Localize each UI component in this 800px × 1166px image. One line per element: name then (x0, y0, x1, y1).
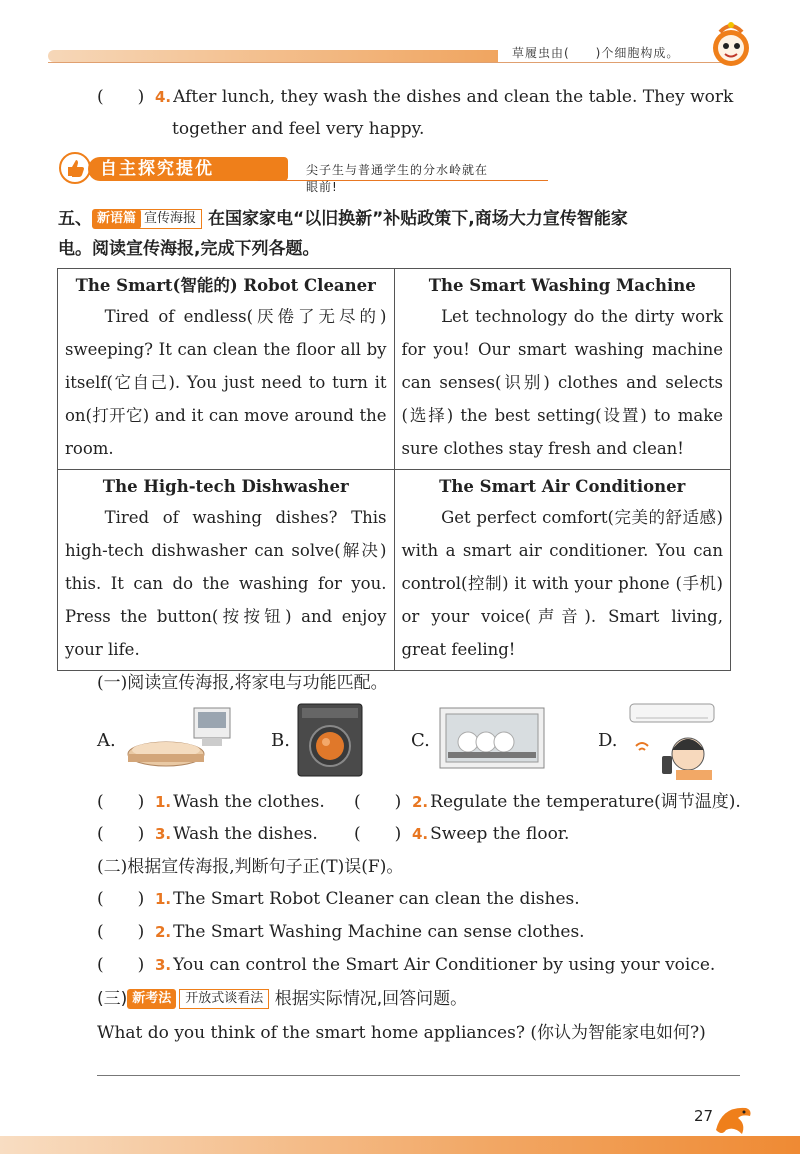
part1-item (97, 823, 318, 845)
prev-item-line2: together and feel very happy. (172, 119, 425, 139)
item-number: 4. (412, 825, 429, 843)
air-conditioner-image (626, 702, 718, 780)
section-banner (58, 155, 493, 194)
part1-item (97, 791, 325, 813)
answer-line[interactable] (97, 1075, 740, 1076)
robot-cleaner-image (126, 706, 236, 770)
item-number: 3. (155, 825, 172, 843)
tag-open-opinion: 开放式谈看法 (179, 989, 269, 1009)
item-number: 2. (155, 923, 172, 941)
poster-row (58, 269, 731, 470)
part3-prefix: (三) (97, 989, 128, 1009)
washing-machine-image (296, 702, 364, 778)
part1-item (354, 823, 569, 845)
answer-paren[interactable]: ( ) (97, 87, 145, 107)
part2-heading: (二)根据宣传海报,判断句子正(T)误(F)。 (97, 857, 404, 877)
poster-title: The Smart Washing Machine (428, 276, 696, 295)
banner-title: 自主探究提优 (88, 157, 288, 181)
poster-row (58, 470, 731, 671)
part1-item (354, 791, 741, 813)
tag-poster: 宣传海报 (138, 209, 202, 229)
part1-heading: (一)阅读宣传海报,将家电与功能匹配。 (97, 673, 388, 693)
banner-subtitle: 尖子生与普通学生的分水岭就在眼前! (306, 163, 489, 194)
part2-item (97, 921, 585, 943)
item-text: Wash the dishes. (173, 824, 318, 844)
item-text: You can control the Smart Air Conditioner by using your voice. (173, 955, 716, 975)
part3-question: What do you think of the smart home appliances? (你认为智能家电如何?) (97, 1023, 706, 1043)
item-text: Regulate the temperature(调节温度). (430, 792, 741, 812)
poster-body: Tired of washing dishes? This high-tech dishwasher can solve(解决) this. It can do the washing for you. Press the button(按按钮) and enjoy your life. (65, 508, 387, 659)
thumbs-up-icon (58, 151, 92, 185)
dishwasher-image (438, 706, 548, 772)
item-text: Wash the clothes. (173, 792, 325, 812)
header-band (48, 50, 498, 62)
answer-paren[interactable]: ( ) (354, 792, 402, 812)
poster-cell-washing-machine (394, 269, 731, 470)
item-number: 4. (155, 88, 172, 106)
item-number: 1. (155, 890, 172, 908)
part3-heading: 根据实际情况,回答问题。 (274, 989, 468, 1009)
part2-item (97, 888, 580, 910)
question-heading (58, 204, 748, 264)
answer-paren[interactable]: ( ) (97, 922, 145, 942)
option-c-label: C. (411, 730, 430, 751)
poster-cell-dishwasher (58, 470, 395, 671)
poster-cell-robot-cleaner (58, 269, 395, 470)
part2-item (97, 954, 715, 976)
poster-cell-air-conditioner (394, 470, 731, 671)
answer-paren[interactable]: ( ) (97, 955, 145, 975)
question-prefix: 五、 (58, 209, 92, 229)
poster-table (57, 268, 731, 671)
item-number: 1. (155, 793, 172, 811)
poster-title: The Smart(智能的) Robot Cleaner (75, 276, 376, 295)
poster-body: Let technology do the dirty work for you! Our smart washing machine can senses(识别) clothes and selects (选择) the best setting(设置) to make sure clothes stay fresh and clean! (401, 307, 723, 458)
answer-paren[interactable]: ( ) (354, 824, 402, 844)
item-text: The Smart Washing Machine can sense clothes. (173, 922, 585, 942)
item-number: 3. (155, 956, 172, 974)
page-number: 27 (694, 1107, 714, 1125)
question-text-1: 在国家家电“以旧换新”补贴政策下,商场大力宣传智能家 (207, 209, 628, 229)
answer-paren[interactable]: ( ) (97, 824, 145, 844)
part3-heading-row (97, 988, 467, 1010)
tag-new-method: 新考法 (127, 989, 176, 1009)
option-a-label: A. (97, 730, 116, 751)
footer-band (0, 1136, 800, 1154)
header-rule (48, 62, 728, 63)
item-number: 2. (412, 793, 429, 811)
question-text-2: 电。阅读宣传海报,完成下列各题。 (58, 239, 320, 259)
tag-new-text: 新语篇 (92, 209, 141, 229)
item-text: After lunch, they wash the dishes and clean the table. They work (173, 87, 734, 107)
option-b-label: B. (271, 730, 290, 751)
option-d-label: D. (598, 730, 618, 751)
item-text: Sweep the floor. (430, 824, 570, 844)
poster-body: Get perfect comfort(完美的舒适感) with a smart air conditioner. You can control(控制) it with your phone (手机) or your voice(声音). Smart living, great feeling! (401, 508, 723, 659)
answer-paren[interactable]: ( ) (97, 792, 145, 812)
answer-paren[interactable]: ( ) (97, 889, 145, 909)
poster-title: The Smart Air Conditioner (439, 477, 686, 496)
poster-body: Tired of endless(厌倦了无尽的) sweeping? It can clean the floor all by itself(它自己). You just need to turn it on(打开它) and it can move around the room. (65, 307, 387, 458)
poster-title: The High-tech Dishwasher (102, 477, 349, 496)
mascot-icon (706, 20, 756, 72)
item-text: The Smart Robot Cleaner can clean the dishes. (173, 889, 580, 909)
header-hint: 草履虫由( )个细胞构成。 (512, 46, 680, 60)
prev-item (97, 86, 733, 108)
